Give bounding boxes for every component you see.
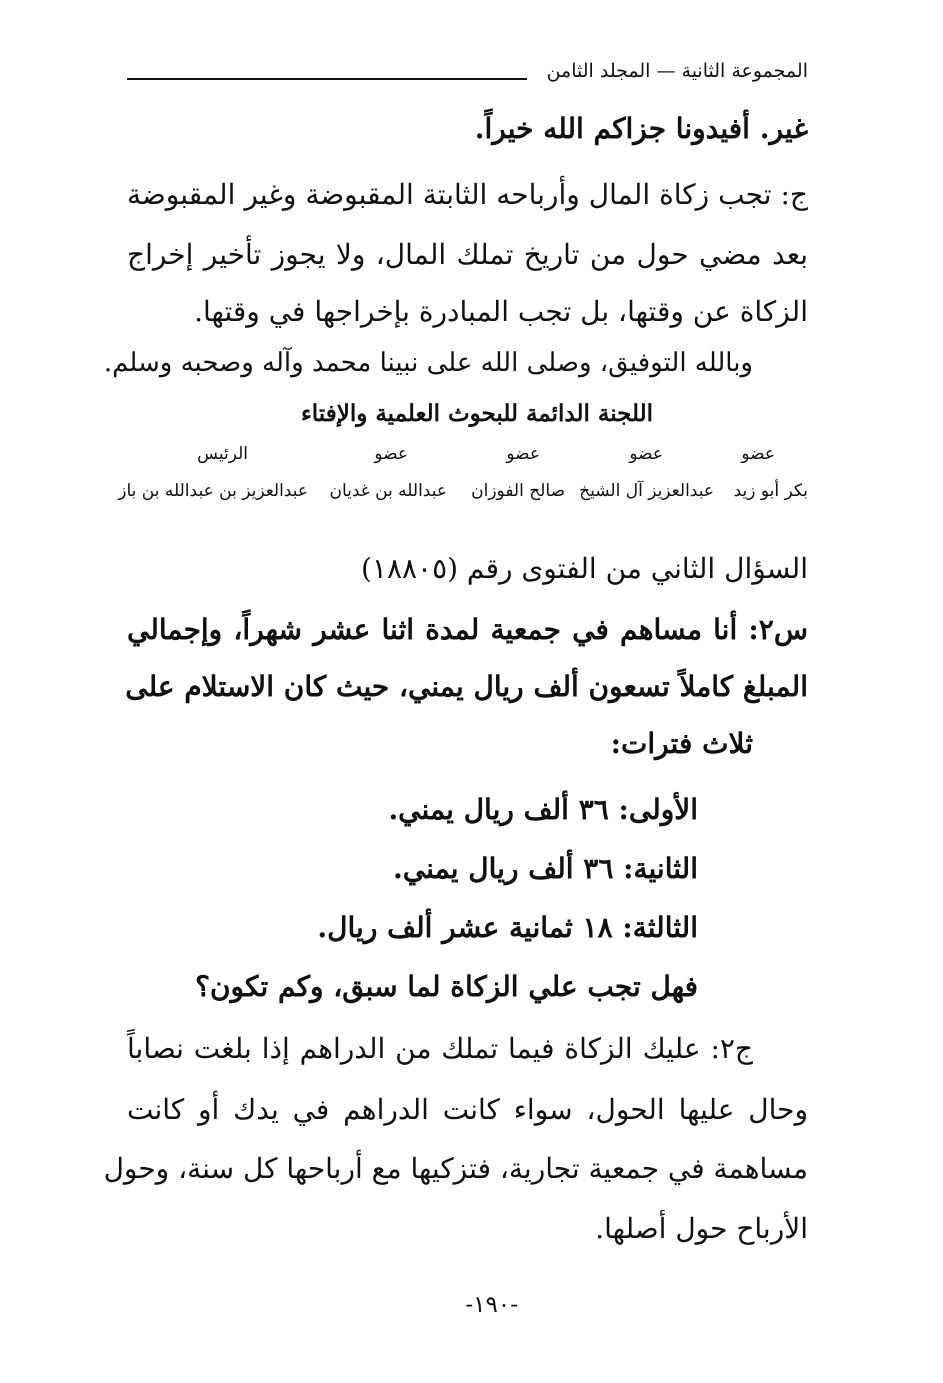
period-2: الثانية: ٣٦ ألف ريال يمني. — [393, 852, 698, 885]
header-rule — [127, 78, 527, 80]
answer2-line-3: مساهمة في جمعية تجارية، فتزكيها مع أرباحها كل سنة، وحول — [103, 1152, 808, 1185]
signatory-role-1: عضو — [741, 444, 775, 464]
answer-line-1: ج: تجب زكاة المال وأرباحه الثابتة المقبوضة وغير المقبوضة — [127, 178, 808, 211]
closing-line: وبالله التوفيق، وصلى الله على نبينا محمد وآله وصحبه وسلم. — [103, 348, 753, 378]
signatory-role-4: عضو — [374, 444, 408, 464]
signatory-name-4: عبدالله بن غديان — [329, 481, 447, 501]
signatory-name-3: صالح الفوزان — [471, 481, 565, 501]
question2-line-3: ثلاث فترات: — [610, 727, 753, 760]
answer2-line-2: وحال عليها الحول، سواء كانت الدراهم في يدك أو كانت — [127, 1093, 808, 1126]
question2-line-2: المبلغ كاملاً تسعون ألف ريال يمني، حيث كان الاستلام على — [125, 670, 808, 703]
answer2-line-1: ج٢: عليك الزكاة فيما تملك من الدراهم إذا بلغت نصاباً — [127, 1032, 753, 1065]
answer2-line-4: الأرباح حول أصلها. — [595, 1212, 808, 1245]
signatory-name-1: بكر أبو زيد — [733, 481, 808, 501]
signatory-name-5: عبدالعزيز بن عبدالله بن باز — [118, 481, 308, 501]
running-header: المجموعة الثانية — المجلد الثامن — [546, 60, 808, 82]
signatory-role-2: عضو — [629, 444, 663, 464]
period-3: الثالثة: ١٨ ثمانية عشر ألف ريال. — [317, 911, 698, 944]
question2-end: فهل تجب علي الزكاة لما سبق، وكم تكون؟ — [195, 970, 698, 1003]
signatory-role-5: الرئيس — [197, 444, 248, 464]
signatory-role-3: عضو — [506, 444, 540, 464]
answer-line-3: الزكاة عن وقتها، بل تجب المبادرة بإخراجها في وقتها. — [194, 295, 808, 328]
committee-title: اللجنة الدائمة للبحوث العلمية والإفتاء — [300, 400, 653, 427]
period-1: الأولى: ٣٦ ألف ريال يمني. — [388, 793, 698, 826]
question2-line-1: س٢: أنا مساهم في جمعية لمدة اثنا عشر شهراً، وإجمالي — [127, 613, 808, 646]
question2-heading: السؤال الثاني من الفتوى رقم (١٨٨٠٥) — [360, 552, 808, 585]
signatory-name-2: عبدالعزيز آل الشيخ — [579, 481, 714, 501]
question-tail: غير. أفيدونا جزاكم الله خيراً. — [474, 112, 808, 145]
answer-line-2: بعد مضي حول من تاريخ تملك المال، ولا يجوز تأخير إخراج — [127, 238, 808, 271]
page-number: -١٩٠- — [465, 1292, 518, 1318]
